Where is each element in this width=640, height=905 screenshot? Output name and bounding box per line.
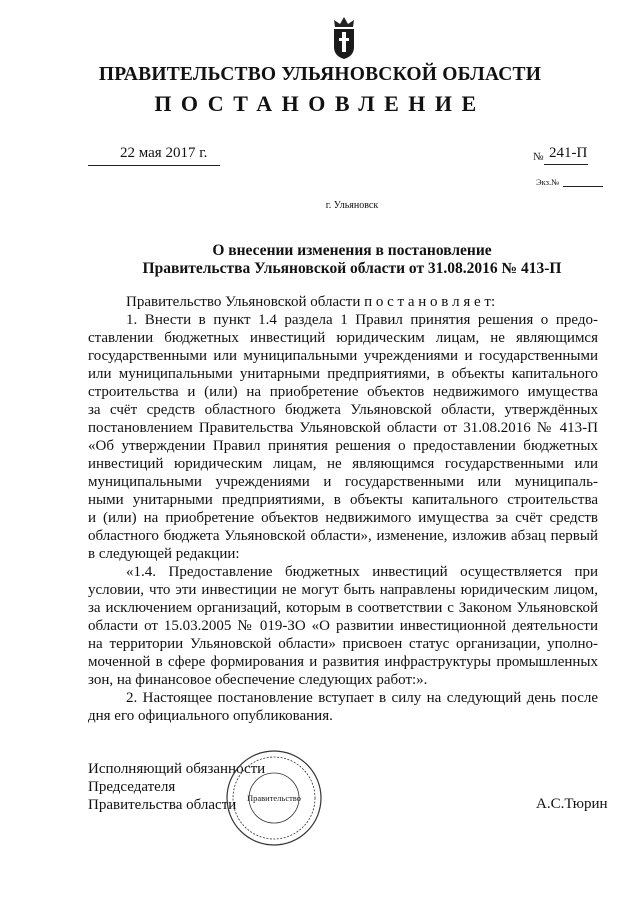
copy-number-label: Экз.№ <box>536 177 560 187</box>
body-line: и (или) на приобретение объектов недвижимого имущества за счёт средств <box>88 510 598 526</box>
coat-of-arms-emblem <box>331 14 357 60</box>
subject-line: О внесении изменения в постановление <box>212 242 492 259</box>
body-line: областного бюджета Ульяновской области», изменение, изложив абзац первый <box>88 528 598 544</box>
city-label: г. Ульяновск <box>325 200 379 211</box>
body-line: Правительство Ульяновской области п о с т а н о в л я е т: <box>126 294 496 310</box>
body-line: государственными или муниципальными учреждениями и государственными <box>88 348 598 364</box>
stamp-center-text: Правительство <box>246 793 302 803</box>
body-line: на территории Ульяновской области» присвоен статус организации, уполно- <box>88 636 598 652</box>
signature-title-line: Председателя <box>88 779 176 795</box>
body-line: инвестиций юридическим лицам, не являющимся государственными или <box>88 456 598 472</box>
document-subject <box>110 242 594 278</box>
body-line: 1. Внести в пункт 1.4 раздела 1 Правил принятия решения о предо- <box>126 312 598 328</box>
body-line: муниципальными учреждениями и государственными или муниципаль- <box>88 474 598 490</box>
body-line: за исключением организаций, которым в соответствии с Законом Ульяновской <box>88 600 598 616</box>
body-line: области от 15.03.2005 № 019-ЗО «О развитии инвестиционной деятельности <box>88 618 598 634</box>
body-line: 2. Настоящее постановление вступает в силу на следующий день после <box>126 690 598 706</box>
body-line: строительства и (или) на приобретение объектов недвижимого имущества <box>88 384 598 400</box>
number-underline <box>544 164 588 165</box>
body-line: ными унитарными предприятиями, в объекты капитального строительства <box>88 492 598 508</box>
body-line: моченной в сфере формирования и развития инфраструктуры промышленных <box>88 654 598 670</box>
body-line: за счёт средств областного бюджета Ульяновской области, утверждённых <box>88 402 598 418</box>
signer-name: А.С.Тюрин <box>536 796 608 812</box>
date-underline <box>88 165 220 166</box>
document-type-heading: ПОСТАНОВЛЕНИЕ <box>154 91 486 116</box>
document-date: 22 мая 2017 г. <box>120 145 208 161</box>
body-line: зон, на финансовое обеспечение следующих работ:». <box>88 672 428 688</box>
number-prefix: № <box>533 151 544 163</box>
subject-line: Правительства Ульяновской области от 31.08.2016 № 413-П <box>142 260 562 277</box>
body-line: «Об утверждении Правил принятия решения о предоставлении бюджетных <box>88 438 598 454</box>
body-line: дня его официального опубликования. <box>88 708 333 724</box>
body-line: «1.4. Предоставление бюджетных инвестиций осуществляется при <box>126 564 598 580</box>
body-line: ставлении бюджетных инвестиций юридическим лицам, не являющимся <box>88 330 598 346</box>
document-number: 241-П <box>549 145 588 161</box>
signature-title-line: Исполняющий обязанности <box>88 761 266 777</box>
body-line: условии, что эти инвестиции не могут быть направлены юридическим лицом, <box>88 582 598 598</box>
org-title: ПРАВИТЕЛЬСТВО УЛЬЯНОВСКОЙ ОБЛАСТИ <box>98 64 542 85</box>
body-line: в следующей редакции: <box>88 546 240 562</box>
copy-number-underline <box>563 186 603 187</box>
official-stamp <box>224 748 324 848</box>
body-line: или муниципальными унитарными предприятиями, в объекты капитального <box>88 366 598 382</box>
signature-title-line: Правительства области <box>88 797 237 813</box>
body-line: постановлением Правительства Ульяновской области от 31.08.2016 № 413-П <box>88 420 598 436</box>
